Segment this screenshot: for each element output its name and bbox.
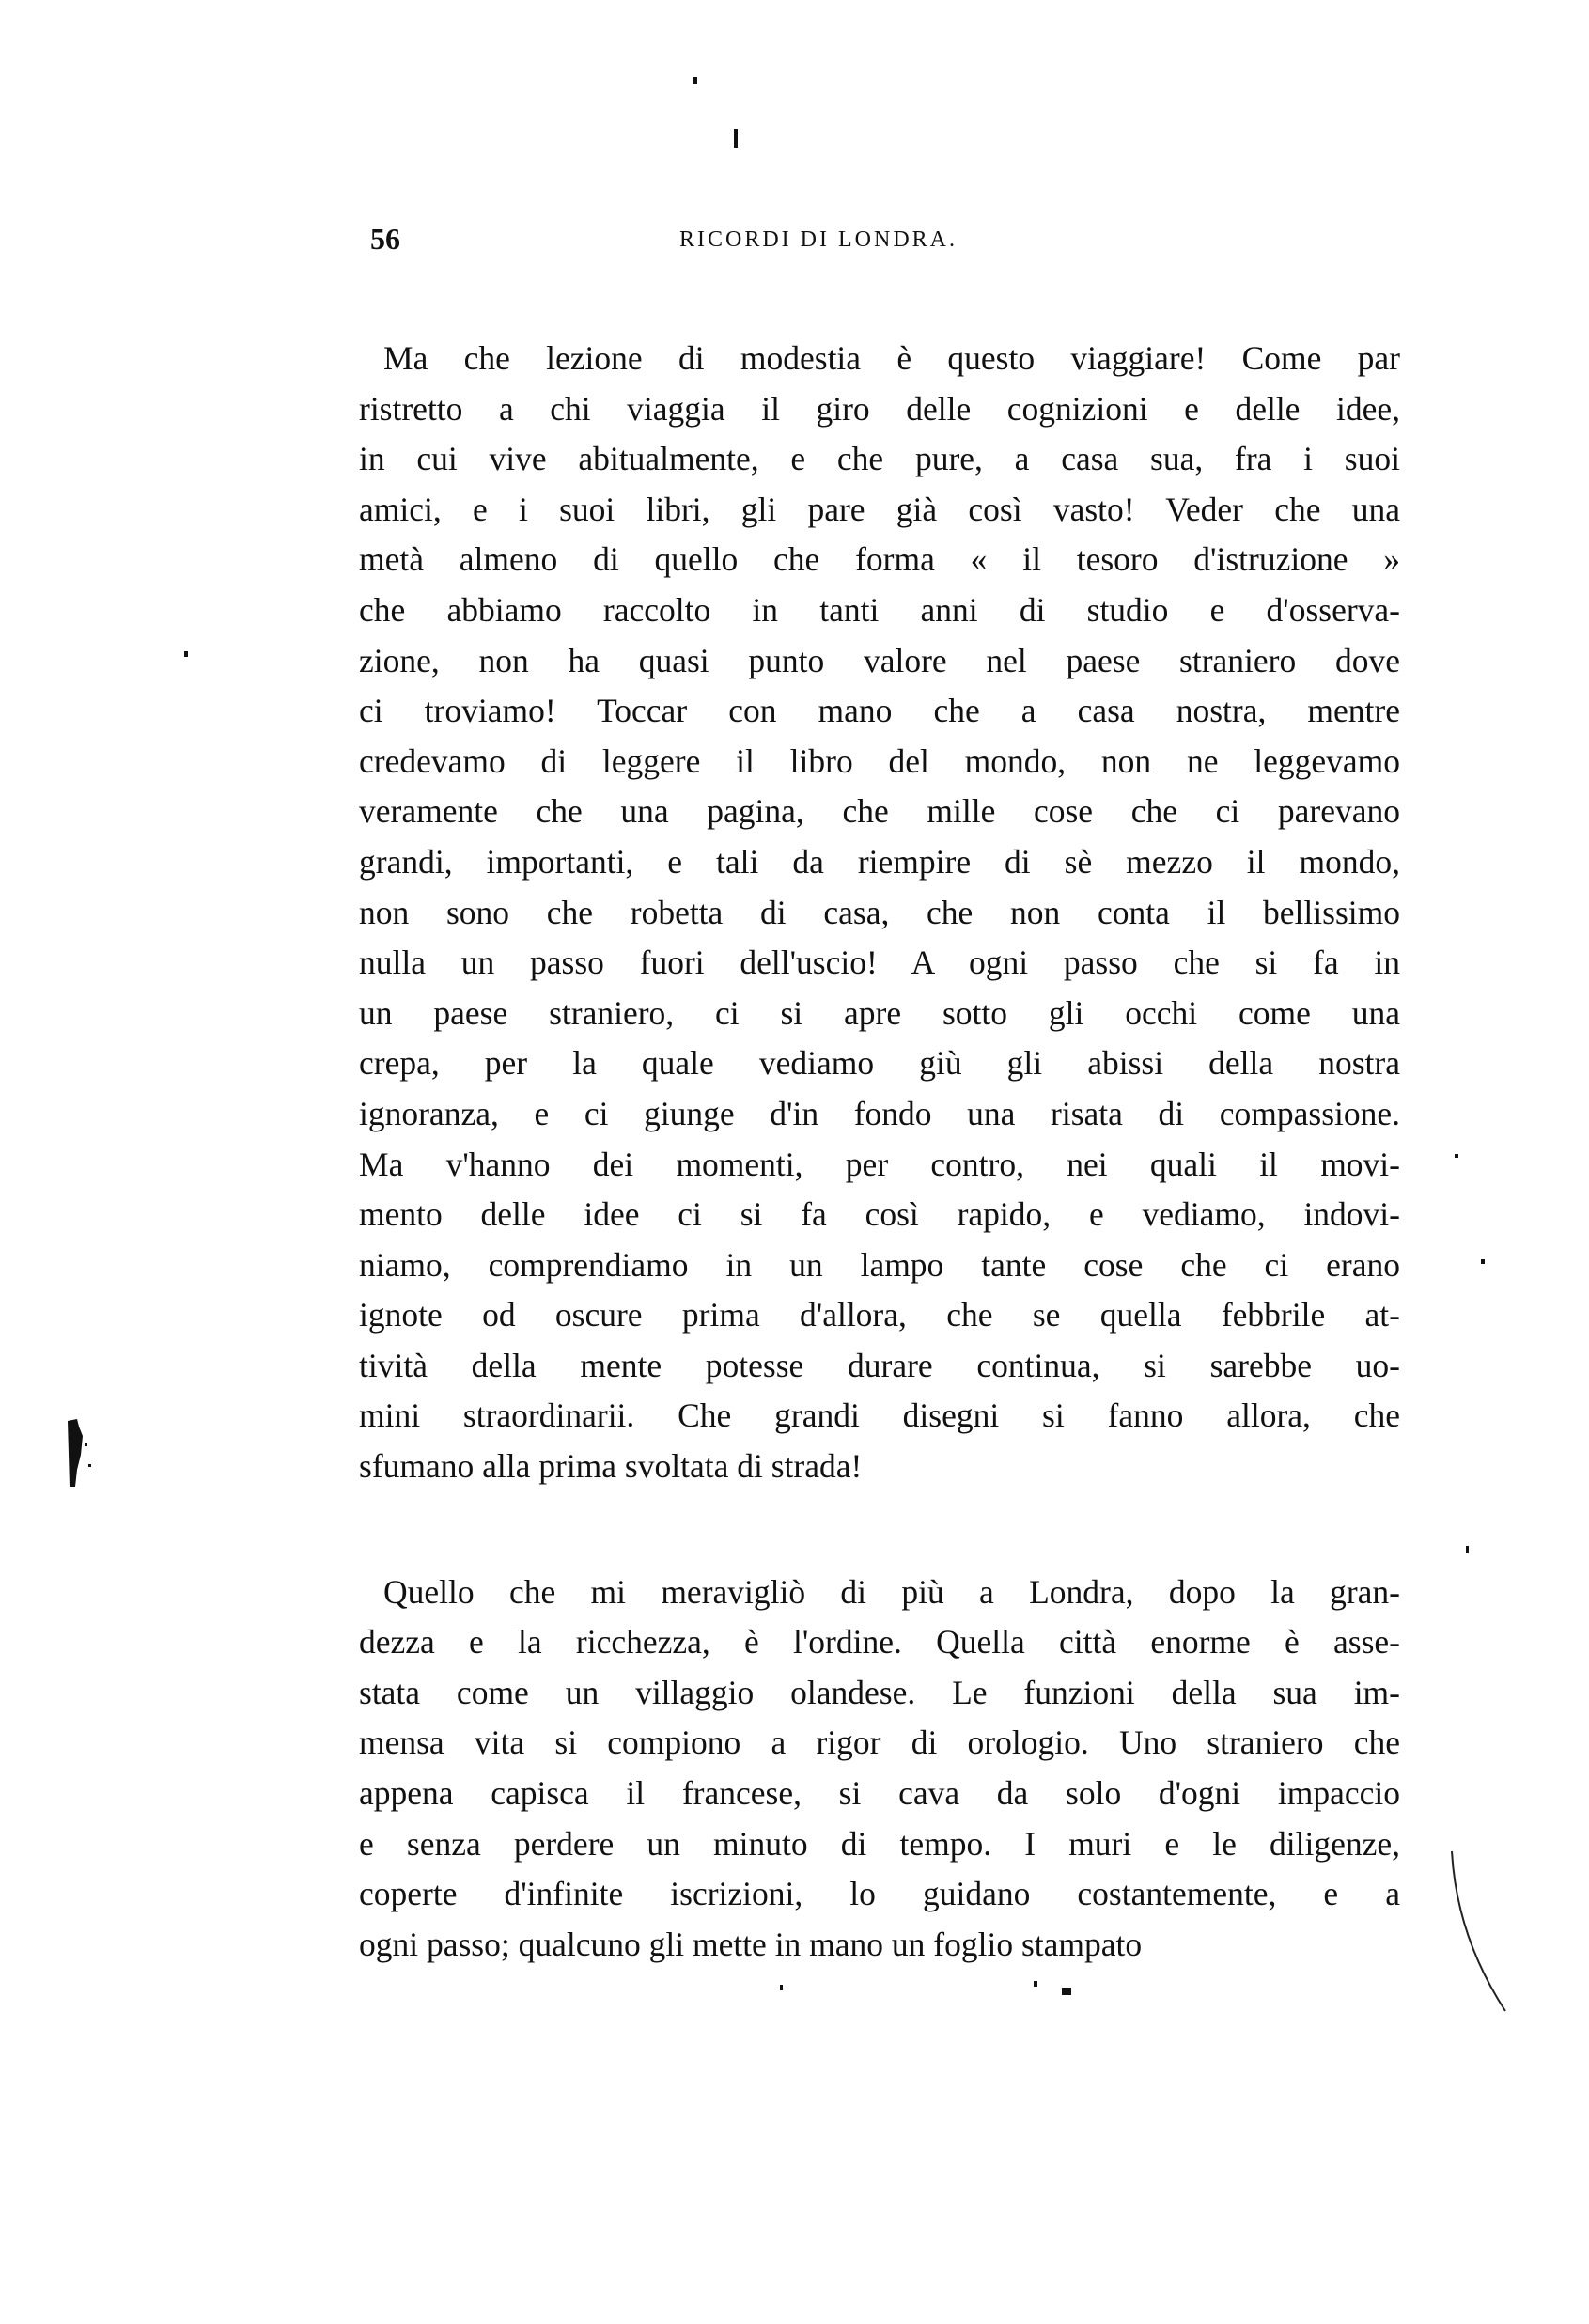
- text-line: ignote od oscure prima d'allora, che se quella febbrile at-: [359, 1296, 1400, 1334]
- scan-speck: [1062, 1988, 1071, 1995]
- page-header: [365, 222, 1398, 269]
- text-line: grandi, importanti, e tali da riempire di sè mezzo il mondo,: [359, 842, 1400, 881]
- text-line: stata come un villaggio olandese. Le funzioni della sua im-: [359, 1673, 1400, 1711]
- text-line: mento delle idee ci si fa così rapido, e vediamo, indovi-: [359, 1195, 1400, 1234]
- text-line: Ma v'hanno dei momenti, per contro, nei quali il movi-: [359, 1145, 1400, 1183]
- scan-speck: [1466, 1546, 1469, 1553]
- text-line: zione, non ha quasi punto valore nel paese straniero dove: [359, 641, 1400, 679]
- text-line: mensa vita si compiono a rigor di orologio. Uno straniero che: [359, 1724, 1400, 1762]
- scan-speck: [780, 1985, 783, 1990]
- page-edge-line: [1447, 1851, 1513, 2020]
- paragraph: [359, 334, 1400, 1492]
- running-title: RICORDI DI LONDRA.: [679, 227, 958, 252]
- text-line: ignoranza, e ci giunge d'in fondo una risata di compassione.: [359, 1094, 1400, 1132]
- text-line: dezza e la ricchezza, è l'ordine. Quella città enorme è asse-: [359, 1623, 1400, 1661]
- text-line: ristretto a chi viaggia il giro delle cognizioni e delle idee,: [359, 389, 1400, 428]
- text-line: ci troviamo! Toccar con mano che a casa nostra, mentre: [359, 692, 1400, 730]
- scan-speck: [693, 77, 697, 84]
- text-line: non sono che robetta di casa, che non conta il bellissimo: [359, 893, 1400, 931]
- text-line: crepa, per la quale vediamo giù gli abissi della nostra: [359, 1044, 1400, 1083]
- text-line: niamo, comprendiamo in un lampo tante cose che ci erano: [359, 1245, 1400, 1284]
- page-number: 56: [370, 222, 400, 256]
- text-line: veramente che una pagina, che mille cose che ci parevano: [359, 792, 1400, 831]
- text-line: amici, e i suoi libri, gli pare già così vasto! Veder che una: [359, 490, 1400, 528]
- text-line: sfumano alla prima svoltata di strada!: [359, 1447, 863, 1486]
- text-line: ogni passo; qualcuno gli mette in mano un foglio stampato: [359, 1925, 1143, 1963]
- scan-speck: [1034, 1981, 1037, 1987]
- text-line: mini straordinarii. Che grandi disegni si fanno allora, che: [359, 1396, 1400, 1435]
- text-line: metà almeno di quello che forma « il tesoro d'istruzione »: [359, 540, 1400, 579]
- text-line: che abbiamo raccolto in tanti anni di studio e d'osserva-: [359, 590, 1400, 629]
- text-line: nulla un passo fuori dell'uscio! A ogni passo che si fa in: [359, 944, 1400, 982]
- scan-speck: [734, 129, 738, 148]
- text-line: Quello che mi meravigliò di più a Londra, dopo la gran-: [383, 1572, 1400, 1611]
- text-line: Ma che lezione di modestia è questo viaggiare! Come par: [383, 339, 1400, 377]
- scan-speck: [1481, 1259, 1485, 1264]
- text-line: credevamo di leggere il libro del mondo, non ne leggevamo: [359, 741, 1400, 780]
- text-line: coperte d'infinite iscrizioni, lo guidano costantemente, e a: [359, 1875, 1400, 1913]
- text-line: tività della mente potesse durare continua, si sarebbe uo-: [359, 1346, 1400, 1384]
- text-line: appena capisca il francese, si cava da solo d'ogni impaccio: [359, 1774, 1400, 1813]
- paragraph-gap: [359, 1492, 1400, 1568]
- scan-speck: [184, 651, 188, 657]
- text-line: in cui vive abitualmente, e che pure, a casa sua, fra i suoi: [359, 440, 1400, 478]
- body-text: [359, 334, 1400, 1970]
- paragraph: [359, 1568, 1400, 1971]
- scan-smudge: [66, 1417, 79, 1487]
- scan-speck: [1455, 1154, 1458, 1158]
- text-line: e senza perdere un minuto di tempo. I muri e le diligenze,: [359, 1824, 1400, 1863]
- text-line: un paese straniero, ci si apre sotto gli occhi come una: [359, 993, 1400, 1032]
